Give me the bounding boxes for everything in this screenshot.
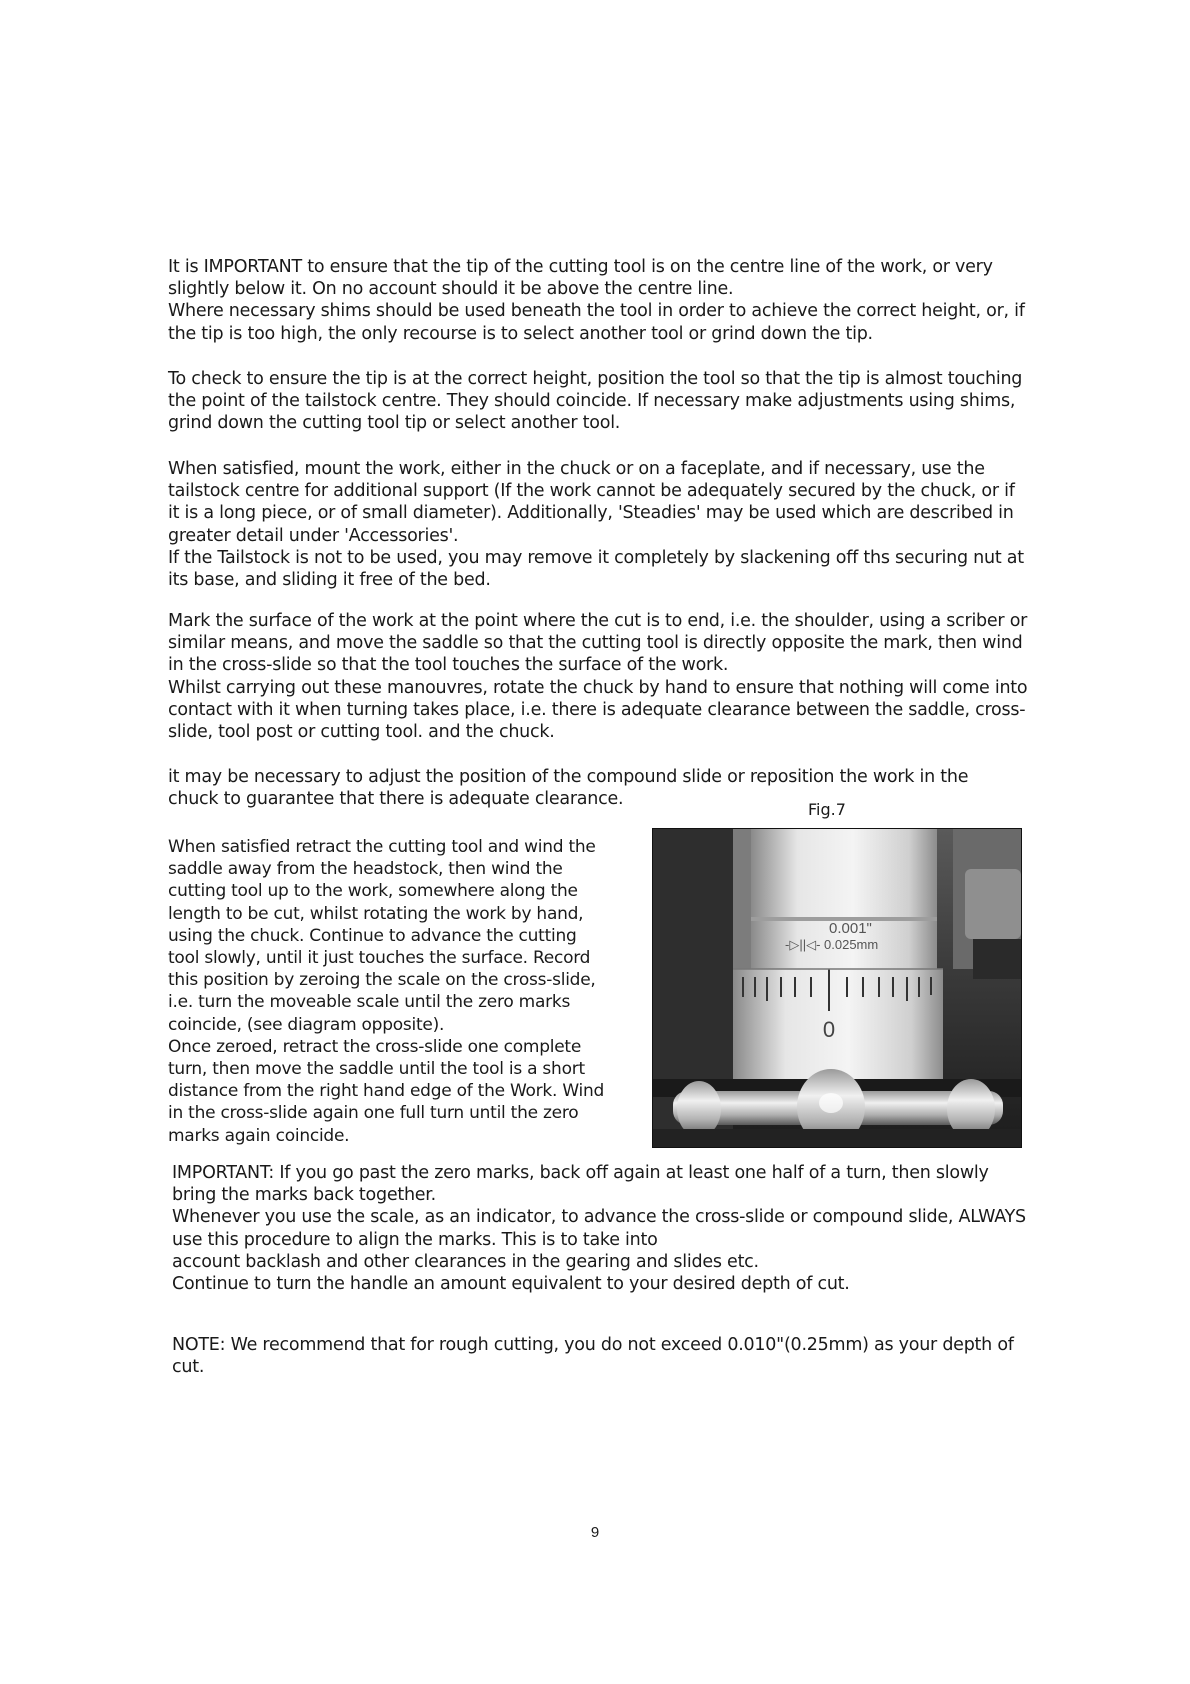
paragraph-line: Once zeroed, retract the cross-slide one complete turn, then move the saddle until the tool is a short distance from the right hand edge of the Work. Wind in the cross-slide again one full turn until the zero marks again coincide.: [168, 1036, 605, 1146]
paragraph-line: Whenever you use the scale, as an indicator, to advance the cross-slide or compound slide, ALWAYS use this procedure to align the marks. This is to take into: [172, 1207, 1026, 1250]
paragraph-line: Where necessary shims should be used beneath the tool in order to achieve the correct height, or, if the tip is too high, the only recourse is to select another tool or grind down the tip.: [168, 301, 1025, 344]
paragraph-line: it may be necessary to adjust the position of the compound slide or reposition the work in the chuck to guarantee that there is adequate clearance.: [168, 767, 969, 810]
figure-label: Fig.7: [808, 800, 846, 819]
paragraph-zero-scale: [168, 836, 612, 1147]
dial-inch-text: 0.001": [829, 920, 872, 937]
dial-mm-text: -▷||◁- 0.025mm: [785, 937, 879, 952]
paragraph-important-zero: [172, 1162, 1030, 1295]
paragraph-line: account backlash and other clearances in the gearing and slides etc.: [172, 1251, 759, 1272]
figure-dial-photo: [652, 828, 1022, 1148]
paragraph-mount-work: [168, 458, 1030, 591]
paragraph-line: If the Tailstock is not to be used, you may remove it completely by slackening off ths securing nut at its base, and sliding it free of the bed.: [168, 547, 1024, 591]
paragraph-tool-height: [168, 256, 1030, 345]
paragraph-check-height: [168, 368, 1030, 435]
dial-illustration: [653, 829, 1021, 1147]
paragraph-line: Whilst carrying out these manouvres, rotate the chuck by hand to ensure that nothing will come into contact with it when turning takes place, i.e. there is adequate clearance between the saddle, cross-slide, tool post or cutting tool. and the chuck.: [168, 677, 1028, 743]
paragraph-line: When satisfied, mount the work, either in the chuck or on a faceplate, and if necessary, use the tailstock centre for additional support (If the work cannot be adequately secured by the chuck, or if it is a long piece, or of small diameter). Additionally, 'Steadies' may be used which are described in greater detail under 'Accessories'.: [168, 459, 1015, 546]
paragraph-line: IMPORTANT: If you go past the zero marks, back off again at least one half of a turn, then slowly bring the marks back together.: [172, 1163, 989, 1206]
paragraph-line: To check to ensure the tip is at the correct height, position the tool so that the tip is almost touching the point of the tailstock centre. They should coincide. If necessary make adjustments using shims, grind down the cutting tool tip or select another tool.: [168, 369, 1023, 434]
paragraph-clearance: [168, 766, 1018, 810]
paragraph-line: Continue to turn the handle an amount equivalent to your desired depth of cut.: [172, 1274, 850, 1295]
page-number: 9: [590, 1524, 600, 1541]
paragraph-line: Mark the surface of the work at the point where the cut is to end, i.e. the shoulder, using a scriber or similar means, and move the saddle so that the cutting tool is directly opposite the mark, then wind in the cross-slide so that the tool touches the surface of the work.: [168, 611, 1028, 676]
paragraph-line: It is IMPORTANT to ensure that the tip of the cutting tool is on the centre line of the work, or very slightly below it. On no account should it be above the centre line.: [168, 257, 993, 300]
paragraph-line: When satisfied retract the cutting tool and wind the saddle away from the headstock, then wind the cutting tool up to the work, somewhere along the length to be cut, whilst rotating the work by hand, using the chuck. Continue to advance the cutting tool slowly, until it just touches the surface. Record this position by zeroing the scale on the cross-slide, i.e. turn the moveable scale until the zero marks coincide, (see diagram opposite).: [168, 837, 596, 1035]
paragraph-note-depth: [172, 1334, 1030, 1378]
paragraph-line: NOTE: We recommend that for rough cutting, you do not exceed 0.010"(0.25mm) as your depth of cut.: [172, 1335, 1014, 1378]
dial-zero-text: 0: [822, 1017, 836, 1042]
paragraph-mark-surface: [168, 610, 1030, 743]
